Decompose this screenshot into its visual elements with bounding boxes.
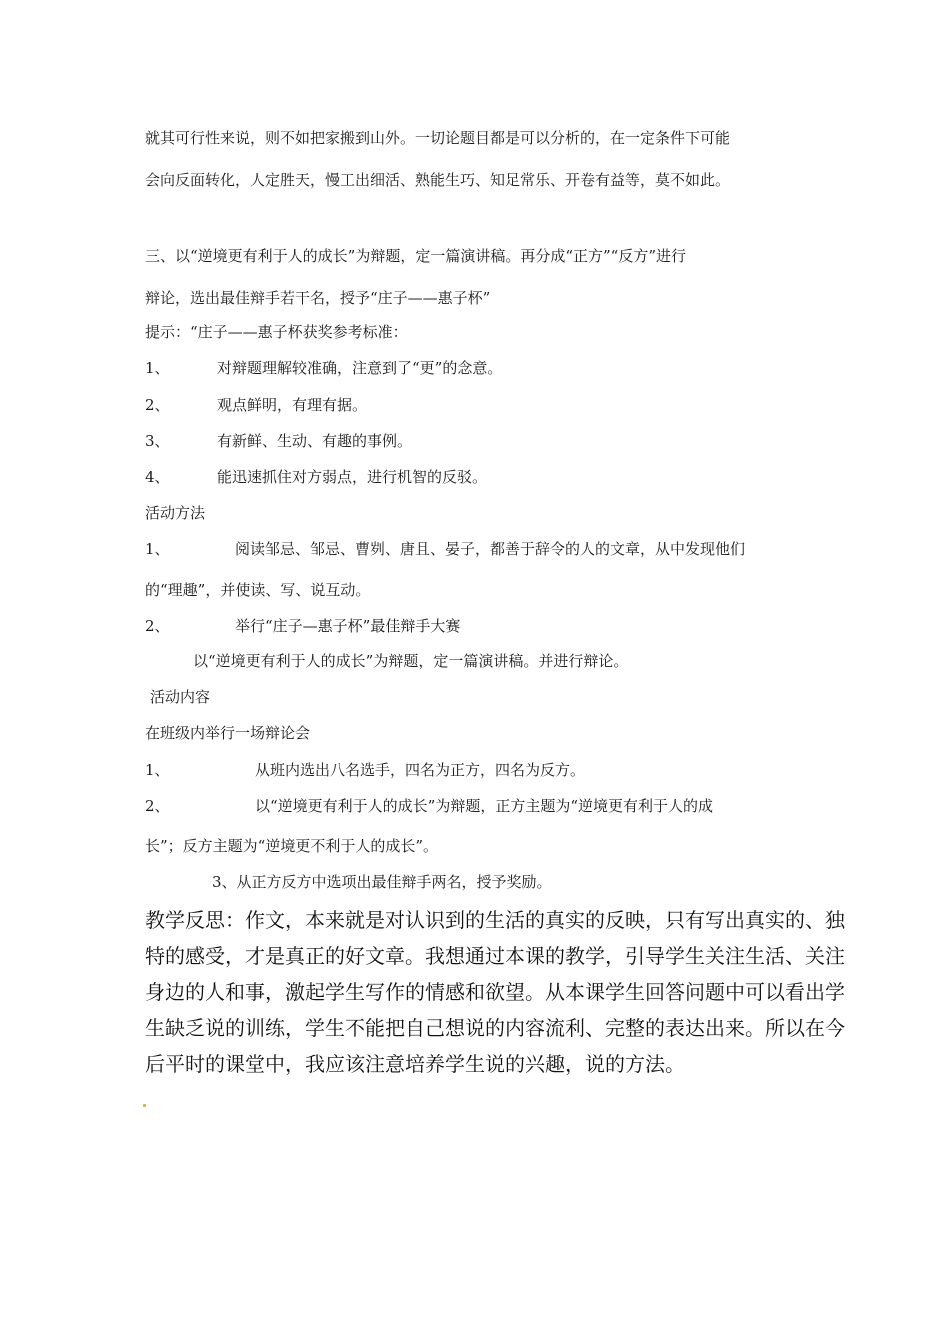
method-text: 阅读邹忌、邹忌、曹刿、唐且、晏子，都善于辞令的人的文章，从中发现他们 (235, 540, 746, 558)
reflection-line: 特的感受，才是真正的好文章。我想通过本课的教学，引导学生关注生活、关注 (145, 944, 845, 968)
criteria-number: 1、 (145, 359, 170, 377)
reflection-line: 教学反思：作文，本来就是对认识到的生活的真实的反映，只有写出真实的、独 (145, 908, 845, 932)
method-number: 2、 (145, 617, 170, 635)
stray-mark (143, 1104, 146, 1107)
section-three-line: 三、以“逆境更有利于人的成长”为辩题，定一篇演讲稿。再分成“正方”“反方”进行 (145, 247, 687, 265)
criteria-number: 3、 (145, 432, 170, 450)
content-heading: 活动内容 (150, 688, 211, 706)
criteria-text: 观点鲜明，有理有据。 (217, 396, 368, 414)
criteria-number: 2、 (145, 396, 170, 414)
criteria-text: 有新鲜、生动、有趣的事例。 (217, 432, 413, 450)
method-heading: 活动方法 (145, 504, 206, 522)
reflection-line: 后平时的课堂中，我应该注意培养学生说的兴趣，说的方法。 (145, 1052, 685, 1076)
method-item (145, 539, 745, 559)
criteria-text: 能迅速抓住对方弱点，进行机智的反驳。 (217, 468, 488, 486)
paragraph-line: 会向反面转化，人定胜天，慢工出细活、熟能生巧、知足常乐、开卷有益等，莫不如此。 (145, 171, 731, 189)
method-subline: 以“逆境更有利于人的成长”为辩题，定一篇演讲稿。并进行辩论。 (193, 652, 629, 670)
content-item: 3、从正方反方中选项出最佳辩手两名，授予奖励。 (212, 873, 552, 891)
content-text: 从班内选出八名选手，四名为正方，四名为反方。 (255, 761, 586, 779)
content-number: 1、 (145, 761, 170, 779)
criteria-item (145, 358, 502, 378)
criteria-item (145, 395, 367, 415)
content-number: 2、 (145, 797, 170, 815)
criteria-number: 4、 (145, 468, 170, 486)
method-text: 举行“庄子—惠子杯”最佳辩手大赛 (235, 617, 461, 635)
criteria-item (145, 467, 487, 487)
content-text: 以“逆境更有利于人的成长”为辩题，正方主题为“逆境更有利于人的成 (255, 797, 714, 815)
method-item-continued: 的“理趣”，并使读、写、说互动。 (145, 581, 371, 599)
content-item (145, 760, 585, 780)
method-number: 1、 (145, 540, 170, 558)
reflection-line: 生缺乏说的训练，学生不能把自己想说的内容流利、完整的表达出来。所以在今 (145, 1016, 845, 1040)
criteria-text: 对辩题理解较准确，注意到了“更”的念意。 (217, 359, 503, 377)
content-item (145, 796, 713, 816)
method-item (145, 616, 460, 636)
content-intro: 在班级内举行一场辩论会 (145, 724, 311, 742)
hint-line: 提示：“庄子——惠子杯获奖参考标准： (145, 323, 408, 341)
paragraph-line: 就其可行性来说，则不如把家搬到山外。一切论题目都是可以分析的，在一定条件下可能 (145, 129, 731, 147)
criteria-item (145, 431, 412, 451)
section-three-line: 辩论，选出最佳辩手若干名，授予“庄子——惠子杯” (145, 289, 491, 307)
content-item-continued: 长”；反方主题为“逆境更不利于人的成长”。 (145, 837, 439, 855)
reflection-line: 身边的人和事，激起学生写作的情感和欲望。从本课学生回答问题中可以看出学 (145, 980, 845, 1004)
